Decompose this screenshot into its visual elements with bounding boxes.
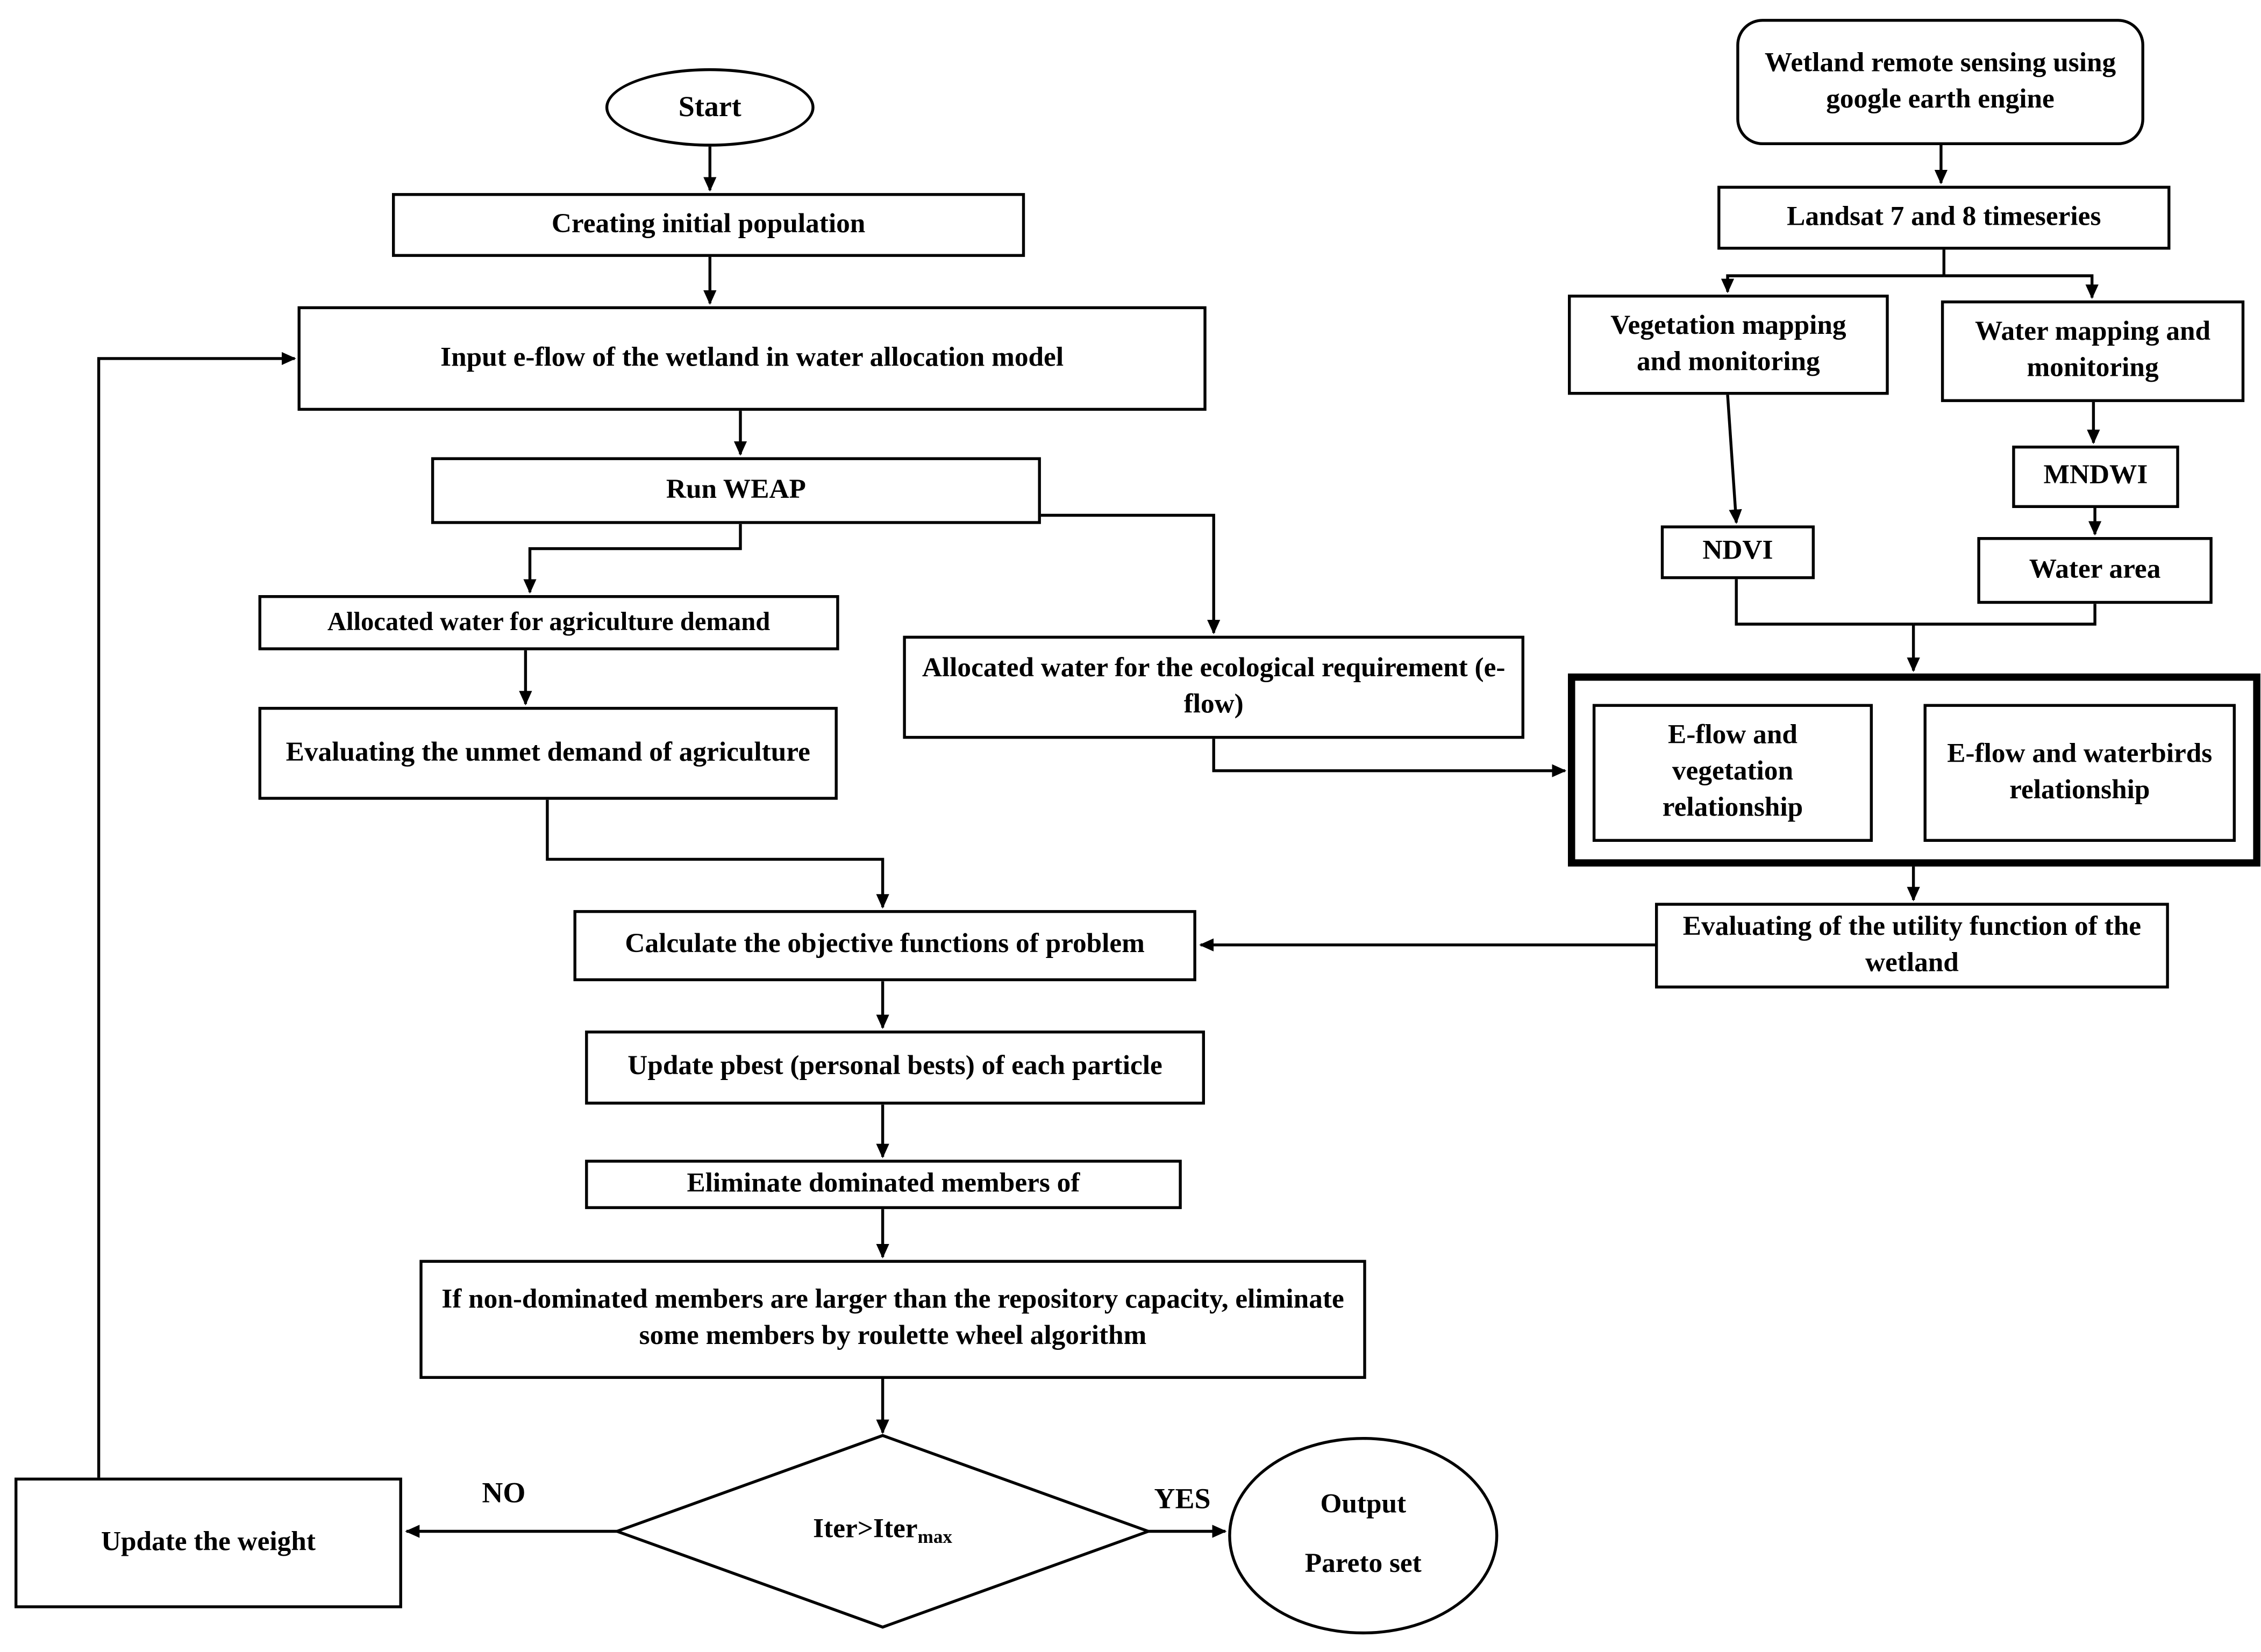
node-label: Creating initial population [551, 208, 866, 239]
node-label: If non-dominated members are larger than the repository capacity, eliminate some members by roulette wheel algorithm [441, 1285, 1344, 1351]
node-vegetation-mapping [1568, 295, 1889, 395]
node-label: Landsat 7 and 8 timeseries [1787, 201, 2101, 232]
node-label: Start [678, 91, 741, 124]
arrow-weap-to-agriculture [530, 524, 741, 592]
arrow-landsat-to-watermap [1944, 276, 2092, 298]
node-label: Allocated water for the ecological requirement (e-flow) [922, 653, 1506, 719]
node-label: Evaluating the unmet demand of agriculture [286, 736, 810, 768]
node-label: Iter>Iter$_{max}$ [813, 1514, 952, 1548]
node-label: Evaluating of the utility function of the wetland [1682, 911, 2141, 978]
node-output-pareto [1228, 1437, 1498, 1634]
arrow-unmet-to-calculate [547, 800, 883, 907]
edge-label-yes: YES [1154, 1483, 1211, 1515]
node-label: E-flow and waterbirds relationship [1947, 738, 2213, 805]
arrow-weight-feedback-to-input [99, 359, 295, 1478]
node-update-weight [15, 1478, 402, 1608]
node-label: Run WEAP [666, 474, 806, 505]
line-waterarea-join [1914, 604, 2095, 624]
node-label: Vegetation mapping and monitoring [1610, 310, 1846, 377]
node-label: Allocated water for agriculture demand [327, 607, 771, 637]
node-wetland-remote-sensing [1736, 19, 2144, 145]
node-label: Update pbest (personal bests) of each particle [627, 1051, 1162, 1082]
node-run-weap [431, 457, 1041, 524]
node-allocated-ecological [903, 636, 1524, 739]
arrow-landsat-to-vegetation [1728, 276, 1944, 292]
node-eflow-waterbirds-relationship [1924, 704, 2236, 842]
node-mndwi [2012, 446, 2179, 508]
node-label: Update the weight [101, 1526, 316, 1557]
arrow-weap-to-ecological [1041, 516, 1214, 633]
arrow-vegetation-to-ndvi [1728, 395, 1736, 523]
node-creating-initial-population [392, 193, 1025, 257]
node-label: Output [1320, 1490, 1407, 1520]
node-landsat-timeseries [1717, 186, 2170, 250]
node-repository-check [419, 1260, 1366, 1379]
node-iteration-decision [682, 1503, 1083, 1561]
iteration-max-subscript: max [917, 1525, 952, 1548]
node-allocated-agriculture [259, 595, 839, 650]
node-label: E-flow and vegetation relationship [1662, 720, 1803, 823]
node-label: Water area [2029, 554, 2161, 585]
line-ndvi-join [1736, 579, 1913, 624]
node-update-pbest [585, 1031, 1205, 1105]
node-eflow-vegetation-relationship [1593, 704, 1873, 842]
node-evaluating-utility [1655, 903, 2169, 988]
node-label: NDVI [1702, 535, 1773, 567]
node-water-mapping [1941, 301, 2244, 402]
node-water-area [1977, 537, 2212, 604]
arrow-ecological-to-relationships [1214, 739, 1565, 770]
node-evaluating-unmet-demand [259, 707, 838, 800]
node-label: Input e-flow of the wetland in water allocation model [440, 342, 1064, 373]
node-label: Calculate the objective functions of problem [625, 929, 1145, 960]
edge-label-no: NO [482, 1477, 526, 1510]
node-ndvi [1661, 525, 1815, 579]
node-calculate-objectives [574, 910, 1196, 981]
node-label: Pareto set [1304, 1548, 1422, 1579]
node-label: MNDWI [2043, 460, 2148, 491]
node-eliminate-dominated [585, 1160, 1182, 1209]
node-label: Eliminate dominated members of [687, 1168, 1080, 1199]
node-input-eflow [298, 306, 1207, 411]
node-label: Water mapping and monitoring [1975, 317, 2211, 383]
node-start [605, 68, 815, 147]
node-label: Wetland remote sensing using google earth engine [1764, 47, 2116, 114]
